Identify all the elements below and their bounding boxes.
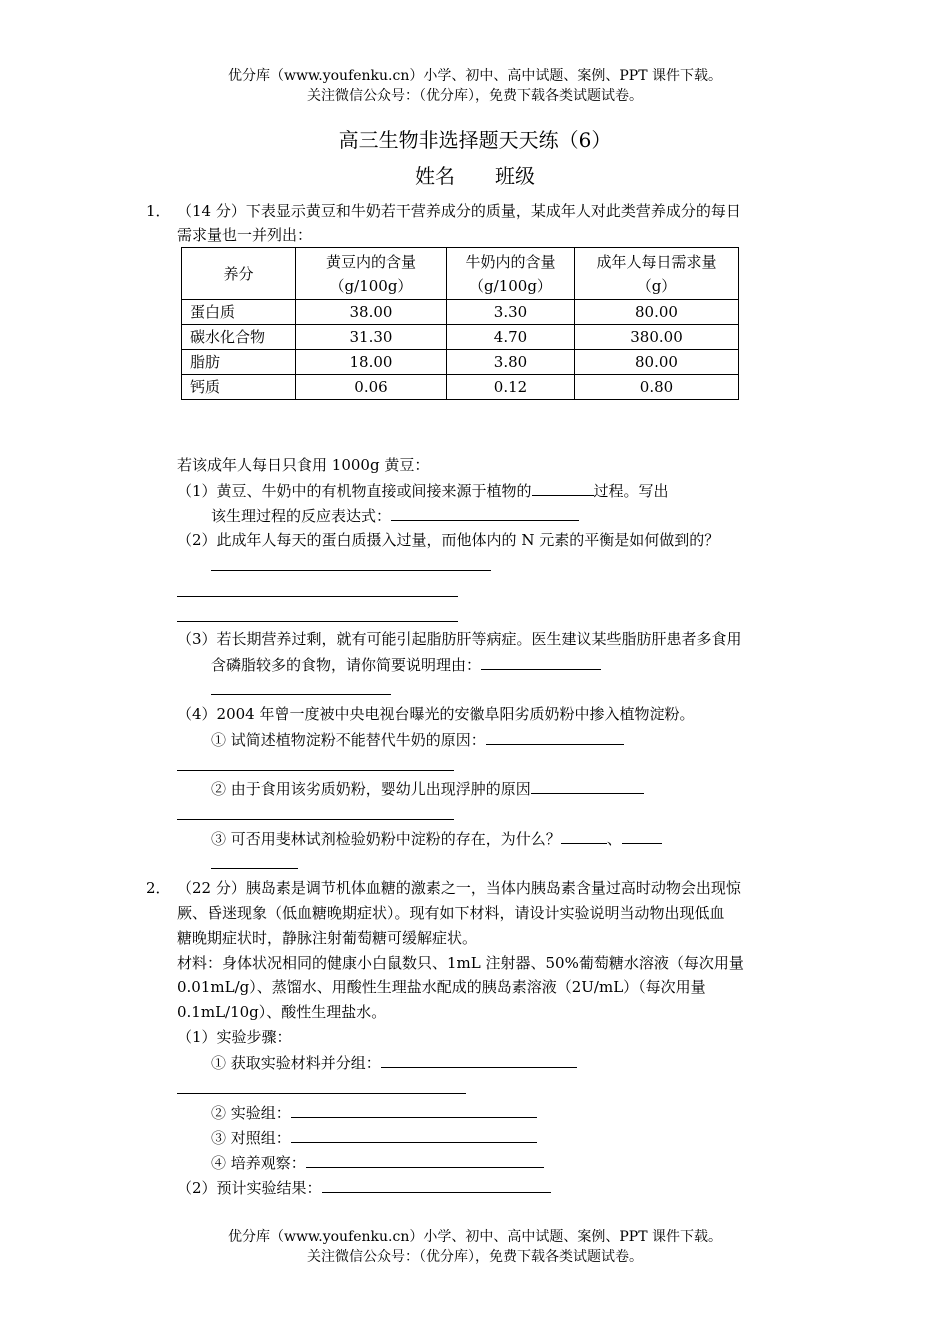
table-header-row (182, 248, 739, 300)
table-header-cell (447, 248, 575, 300)
answer-blank[interactable] (622, 826, 662, 844)
q1-part2: （2）此成年人每天的蛋白质摄入过量，而他体内的 N 元素的平衡是如何做到的？ (177, 531, 720, 549)
q2-materials-line-3: 0.1mL/10g）、酸性生理盐水。 (177, 1003, 387, 1021)
header-line-2: 关注微信公众号：（优分库），免费下载各类试题试卷。 (307, 88, 643, 104)
answer-line[interactable] (177, 621, 458, 622)
footer-line-1: 优分库（www.youfenku.cn）小学、初中、高中试题、案例、PPT 课件下载。 (227, 1229, 722, 1245)
nutrition-table (181, 247, 739, 400)
table-cell: 0.06 (296, 375, 447, 400)
q2-step-4 (211, 1150, 544, 1175)
q2-expected-result (177, 1175, 551, 1200)
q2-step-3 (211, 1125, 537, 1150)
q2-materials-line-1: 材料：身体状况相同的健康小白鼠数只、1mL 注射器、50%葡萄糖水溶液（每次用量 (177, 954, 744, 972)
table-row (182, 300, 739, 325)
table-header-cell (575, 248, 739, 300)
q1-part1-text-a: （1）黄豆、牛奶中的有机物直接或间接来源于植物的 (177, 482, 532, 500)
table-header-unit: （g/100g） (329, 276, 413, 295)
table-header-label: 成年人每日需求量 (596, 252, 717, 271)
answer-blank[interactable] (391, 503, 579, 521)
q1-part4-item-2 (211, 776, 644, 801)
q2-expected-result-text: （2）预计实验结果： (177, 1179, 322, 1197)
answer-blank[interactable] (486, 727, 624, 745)
q1-part4-item-3-text: ③ 可否用斐林试剂检验奶粉中淀粉的存在，为什么？ (211, 830, 561, 848)
answer-blank[interactable] (381, 1050, 577, 1068)
table-cell: 18.00 (296, 350, 447, 375)
q2-materials-line-2: 0.01mL/g）、蒸馏水、用酸性生理盐水配成的胰岛素溶液（2U/mL）（每次用量 (177, 978, 706, 996)
answer-line[interactable] (177, 819, 454, 820)
table-row (182, 350, 739, 375)
header-line-1: 优分库（www.youfenku.cn）小学、初中、高中试题、案例、PPT 课件下载。 (227, 68, 722, 84)
q2-step-2 (211, 1100, 537, 1125)
answer-blank[interactable] (531, 776, 644, 794)
answer-blank[interactable] (306, 1150, 544, 1168)
answer-line[interactable] (177, 1093, 466, 1094)
q2-steps-heading: （1）实验步骤： (177, 1028, 292, 1046)
q2-step-1 (211, 1050, 577, 1075)
q2-line-3: 糖晚期症状时，静脉注射葡萄糖可缓解症状。 (177, 929, 478, 947)
q1-part4-item-2-text: ② 由于食用该劣质奶粉，婴幼儿出现浮肿的原因 (211, 780, 531, 798)
table-header-unit: （g） (636, 276, 677, 295)
q2-line-1: （22 分）胰岛素是调节机体血糖的激素之一，当体内胰岛素含量过高时动物会出现惊 (177, 879, 741, 897)
table-cell: 0.80 (575, 375, 739, 400)
table-cell: 80.00 (575, 300, 739, 325)
q2-step-4-text: ④ 培养观察： (211, 1154, 306, 1172)
table-row (182, 325, 739, 350)
answer-blank[interactable] (532, 478, 594, 496)
table-cell: 钙质 (182, 375, 296, 400)
answer-blank[interactable] (291, 1125, 537, 1143)
q1-part1-text-b: 过程。写出 (593, 482, 669, 500)
answer-blank[interactable] (481, 652, 601, 670)
table-cell: 脂肪 (182, 350, 296, 375)
q1-number: 1． (146, 202, 171, 220)
q1-part4-item-3 (211, 826, 662, 851)
answer-line[interactable] (211, 570, 491, 571)
table-cell: 3.80 (447, 350, 575, 375)
q1-intro-line-2: 需求量也一并列出： (177, 226, 313, 244)
table-cell: 31.30 (296, 325, 447, 350)
answer-blank[interactable] (561, 826, 607, 844)
table-cell: 0.12 (447, 375, 575, 400)
table-header-label: 牛奶内的含量 (465, 252, 556, 271)
q1-part4-item-1-text: ① 试简述植物淀粉不能替代牛奶的原因： (211, 731, 486, 749)
separator: 、 (606, 830, 622, 848)
q1-premise: 若该成年人每日只食用 1000g 黄豆： (177, 456, 430, 474)
table-cell: 4.70 (447, 325, 575, 350)
q2-step-3-text: ③ 对照组： (211, 1129, 291, 1147)
table-header-unit: （g/100g） (469, 276, 552, 295)
q1-part1-expression-line (211, 503, 579, 528)
answer-line[interactable] (177, 770, 454, 771)
table-cell: 3.30 (447, 300, 575, 325)
table-header-cell (296, 248, 447, 300)
answer-blank[interactable] (291, 1100, 537, 1118)
q1-part3-line-1: （3）若长期营养过剩，就有可能引起脂肪肝等病症。医生建议某些脂肪肝患者多食用 (177, 630, 742, 648)
table-cell: 蛋白质 (182, 300, 296, 325)
q1-part3-line-2 (211, 652, 601, 677)
footer-line-2: 关注微信公众号：（优分库），免费下载各类试题试卷。 (307, 1249, 643, 1265)
q1-part4: （4）2004 年曾一度被中央电视台曝光的安徽阜阳劣质奶粉中掺入植物淀粉。 (177, 705, 695, 723)
answer-line[interactable] (211, 694, 391, 695)
table-cell: 380.00 (575, 325, 739, 350)
q2-number: 2． (146, 879, 171, 897)
q1-part1-line (177, 478, 669, 503)
table-cell: 38.00 (296, 300, 447, 325)
table-cell: 80.00 (575, 350, 739, 375)
name-class-line: 姓名 班级 (415, 164, 535, 188)
q2-line-2: 厥、昏迷现象（低血糖晚期症状）。现有如下材料，请设计实验说明当动物出现低血 (177, 904, 725, 922)
q2-step-1-text: ① 获取实验材料并分组： (211, 1054, 381, 1072)
table-header-label: 黄豆内的含量 (325, 252, 416, 271)
table-row (182, 375, 739, 400)
answer-line[interactable] (177, 596, 458, 597)
table-cell: 碳水化合物 (182, 325, 296, 350)
page-title: 高三生物非选择题天天练（6） (338, 128, 612, 152)
table-header-cell: 养分 (182, 248, 296, 300)
q1-part4-item-1 (211, 727, 624, 752)
q1-intro-line-1: （14 分）下表显示黄豆和牛奶若干营养成分的质量，某成年人对此类营养成分的每日 (177, 202, 741, 220)
q2-step-2-text: ② 实验组： (211, 1104, 291, 1122)
answer-line[interactable] (211, 868, 298, 869)
q1-part1-text-c: 该生理过程的反应表达式： (211, 507, 392, 525)
answer-blank[interactable] (322, 1175, 551, 1193)
q1-part3-text: 含磷脂较多的食物，请你简要说明理由： (211, 656, 482, 674)
